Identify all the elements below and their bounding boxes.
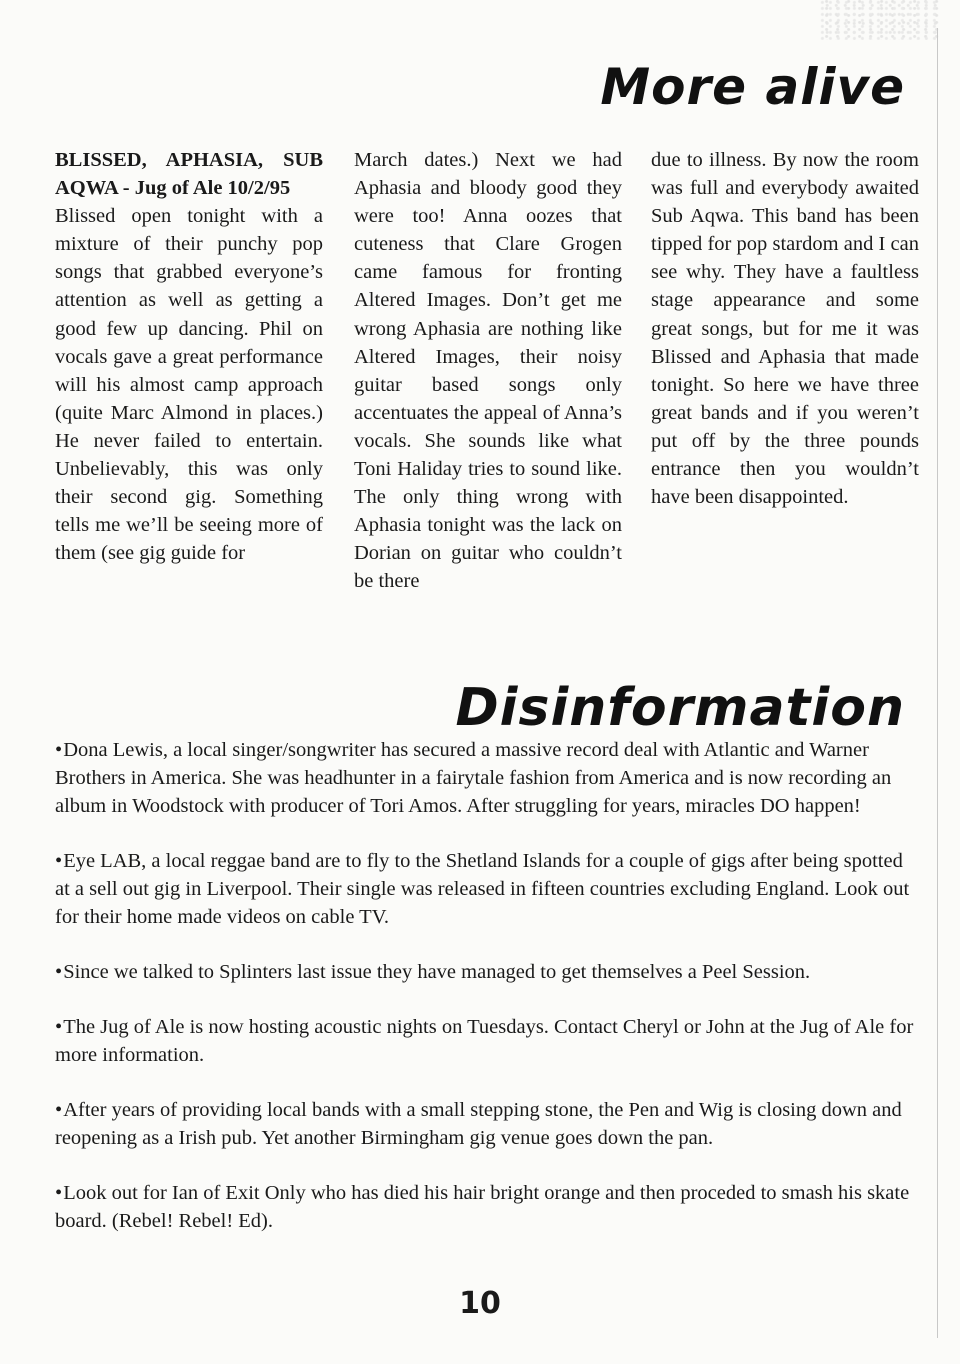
review-column-1	[55, 146, 323, 567]
review-text-1: Blissed open tonight with a mixture of their punchy pop songs that grabbed everyone’s attention as well as getting a good few up dancing. Phil on vocals gave a great performance will his almost camp approach (quite Marc Almond in places.) He never failed to entertain. Unbelievably, this was only their second gig. Something tells me we’ll be seeing more of them (see gig guide for	[55, 205, 323, 565]
list-item: • Since we talked to Splinters last issue they have managed to get themselves a Peel Session.	[55, 958, 921, 986]
list-item: • After years of providing local bands with a small stepping stone, the Pen and Wig is closing down and reopening as a Irish pub. Yet another Birmingham gig venue goes down the pan.	[55, 1096, 921, 1152]
review-text-2: March dates.) Next we had Aphasia and bloody good they were too! Anna oozes that cuteness that Clare Grogen came famous for fronting Altered Images. Don’t get me wrong Aphasia are nothing like Altered Images, their noisy guitar based songs only accentuates the appeal of Anna’s vocals. She sounds like what Toni Haliday tries to sound like. The only thing wrong with Aphasia tonight was the lack on Dorian on guitar who couldn’t be there	[354, 149, 622, 593]
list-item: • Look out for Ian of Exit Only who has died his hair bright orange and then proceded to smash his skate board. (Rebel! Rebel! Ed).	[55, 1179, 921, 1235]
section-title-more-alive: More alive	[600, 58, 905, 116]
disinformation-list	[55, 736, 921, 1262]
page-edge-line	[937, 28, 938, 1338]
review-text-3: due to illness. By now the room was full and everybody awaited Sub Aqwa. This band has been tipped for pop stardom and I can see why. They have a faultless stage appearance and some great songs, but for me it was Blissed and Aphasia that made tonight. So here we have three great bands and if you weren’t put off by the three pounds entrance then you wouldn’t have been disappointed.	[651, 149, 919, 509]
review-column-3	[651, 146, 919, 511]
list-item: • Eye LAB, a local reggae band are to fly to the Shetland Islands for a couple of gigs after being spotted at a sell out gig in Liverpool. Their single was released in fifteen countries excluding England. Look out for their home made videos on cable TV.	[55, 847, 921, 931]
review-column-2	[354, 146, 622, 596]
list-item: • Dona Lewis, a local singer/songwriter has secured a massive record deal with Atlantic and Warner Brothers in America. She was headhunter in a fairytale fashion from America and is now recording an album in Woodstock with producer of Tori Amos. After struggling for years, miracles DO happen!	[55, 736, 921, 820]
section-title-disinformation: Disinformation	[455, 678, 905, 738]
review-headline: BLISSED, APHASIA, SUB AQWA - Jug of Ale 10/2/95	[55, 149, 323, 200]
list-item: • The Jug of Ale is now hosting acoustic nights on Tuesdays. Contact Cheryl or John at the Jug of Ale for more information.	[55, 1013, 921, 1069]
scan-noise	[820, 0, 940, 40]
page-number: 10	[459, 1286, 501, 1321]
